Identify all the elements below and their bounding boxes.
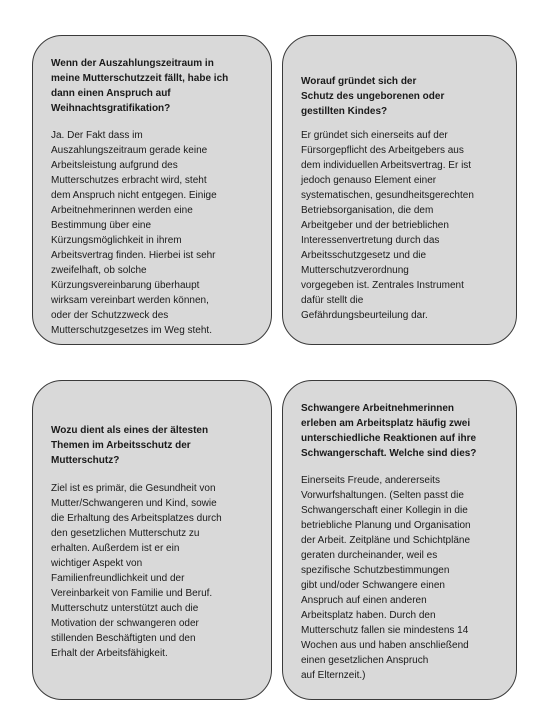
card-answer: Ziel ist es primär, die Gesundheit von Mutter/Schwangeren und Kind, sowie die Erhaltung des Arbeitsplatzes durch den gesetzlichen Mutterschutz zu erhalten. Außerdem ist er ein wichtiger Aspekt von Familienfreundlichkeit und der Vereinbarkeit von Familie und Beruf. Mutterschutz unterstützt auch die Motivation der schwangeren oder stillenden Beschäftigten und den Erhalt der Arbeitsfähigkeit. <box>51 483 222 659</box>
card-question: Wenn der Auszahlungszeitraum in meine Mutterschutzzeit fällt, habe ich dann einen Anspruch auf Weihnachtsgratifikation? <box>51 58 229 114</box>
card-question: Schwangere Arbeitnehmerinnen erleben am Arbeitsplatz häufig zwei unterschiedliche Reaktionen auf ihre Schwangerschaft. Welche sind dies? <box>301 403 477 459</box>
card-answer: Ja. Der Fakt dass im Auszahlungszeitraum gerade keine Arbeitsleistung aufgrund des Mutterschutzes erbracht wird, steht dem Anspruch nicht entgegen. Einige Arbeitnehmerinnen werden eine Bestimmung über eine Kürzungsmöglichkeit in ihrem Arbeitsvertrag finden. Hierbei ist sehr zweifelhaft, ob solche Kürzungsvereinbarung überhaupt wirksam vereinbart werden können, oder der Schutzzweck des Mutterschutzgesetzes im Weg steht. <box>51 130 217 336</box>
card-question: Worauf gründet sich der Schutz des ungeborenen oder gestillten Kindes? <box>301 76 445 117</box>
flashcard-3 <box>32 380 272 700</box>
card-answer: Er gründet sich einerseits auf der Fürsorgepflicht des Arbeitgebers aus dem individuellen Arbeitsvertrag. Er ist jedoch genauso Element einer systematischen, gesundheitsgerechten Betriebsorganisation, die dem Arbeitgeber und der betrieblichen Interessenvertretung durch das Arbeitsschutzgesetz und die Mutterschutzverordnung vorgegeben ist. Zentrales Instrument dafür stellt die Gefährdungsbeurteilung dar. <box>301 130 474 321</box>
flashcard-4 <box>282 380 517 700</box>
card-answer: Einerseits Freude, andererseits Vorwurfshaltungen. (Selten passt die Schwangerschaft einer Kollegin in die betriebliche Planung und Organisation der Arbeit. Zeitpläne und Schichtpläne geraten durcheinander, weil es spezifische Schutzbestimmungen gibt und/oder Schwangere einen Anspruch auf einen anderen Arbeitsplatz haben. Durch den Mutterschutz fallen sie mindestens 14 Wochen aus und haben anschließend einen gesetzlichen Anspruch auf Elternzeit.) <box>301 475 471 681</box>
flashcard-2 <box>282 35 517 345</box>
card-question: Wozu dient als eines der ältesten Themen im Arbeitsschutz der Mutterschutz? <box>51 425 209 466</box>
flashcard-1 <box>32 35 272 345</box>
